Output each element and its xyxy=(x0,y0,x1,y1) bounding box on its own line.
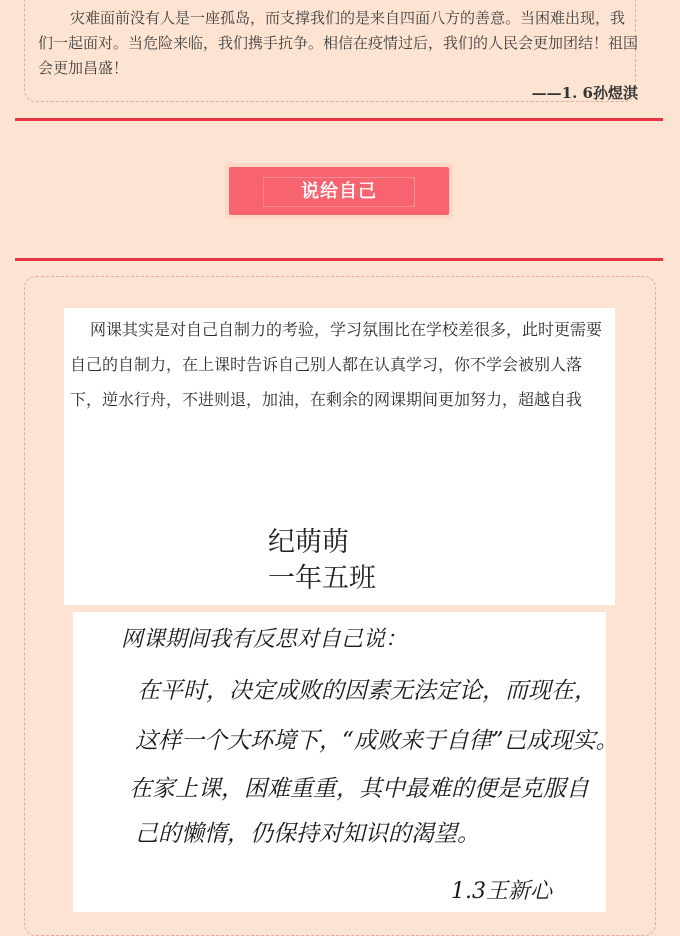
quote-signature: ——1. 6孙煜淇 xyxy=(531,84,638,102)
handwritten-line: 在平时，决定成败的因素无法定论，而现在， xyxy=(137,678,597,704)
handwritten-note-image xyxy=(73,612,619,912)
divider-bottom xyxy=(15,258,663,261)
typed-note-text: 网课其实是对自己自制力的考验，学习氛围比在学校差很多，此时更需要自己的自制力，在上课时告诉自己别人都在认真学习，你不学会被别人落下，逆水行舟，不进则退，加油，在剩余的网课期间更加努力，超越自我 xyxy=(70,320,603,409)
student-name: 纪萌萌 xyxy=(268,527,349,558)
handwritten-line: 己的懒惰，仍保持对知识的渴望。 xyxy=(135,821,480,847)
handwritten-line: 网课期间我有反思对自己说： xyxy=(121,627,408,652)
handwritten-line: 这样一个大环境下，“成败来于自律”已成现实。 xyxy=(135,728,619,754)
section-title: 说给自己 xyxy=(263,177,415,207)
quote-text: 灾难面前没有人是一座孤岛，而支撑我们的是来自四面八方的善意。当困难出现，我们一起面对。当危险来临，我们携手抗争。相信在疫情过后，我们的人民会更加团结！祖国会更加昌盛！ xyxy=(38,9,639,77)
divider-top xyxy=(15,118,663,121)
section-title-frame xyxy=(225,163,453,219)
section-title-banner xyxy=(229,167,449,215)
typed-note-image xyxy=(64,308,615,605)
handwritten-line: 在家上课，困难重重，其中最难的便是克服自 xyxy=(129,776,589,802)
student-class: 一年五班 xyxy=(268,563,376,594)
handwritten-signature: 1.3王新心 xyxy=(451,879,552,904)
